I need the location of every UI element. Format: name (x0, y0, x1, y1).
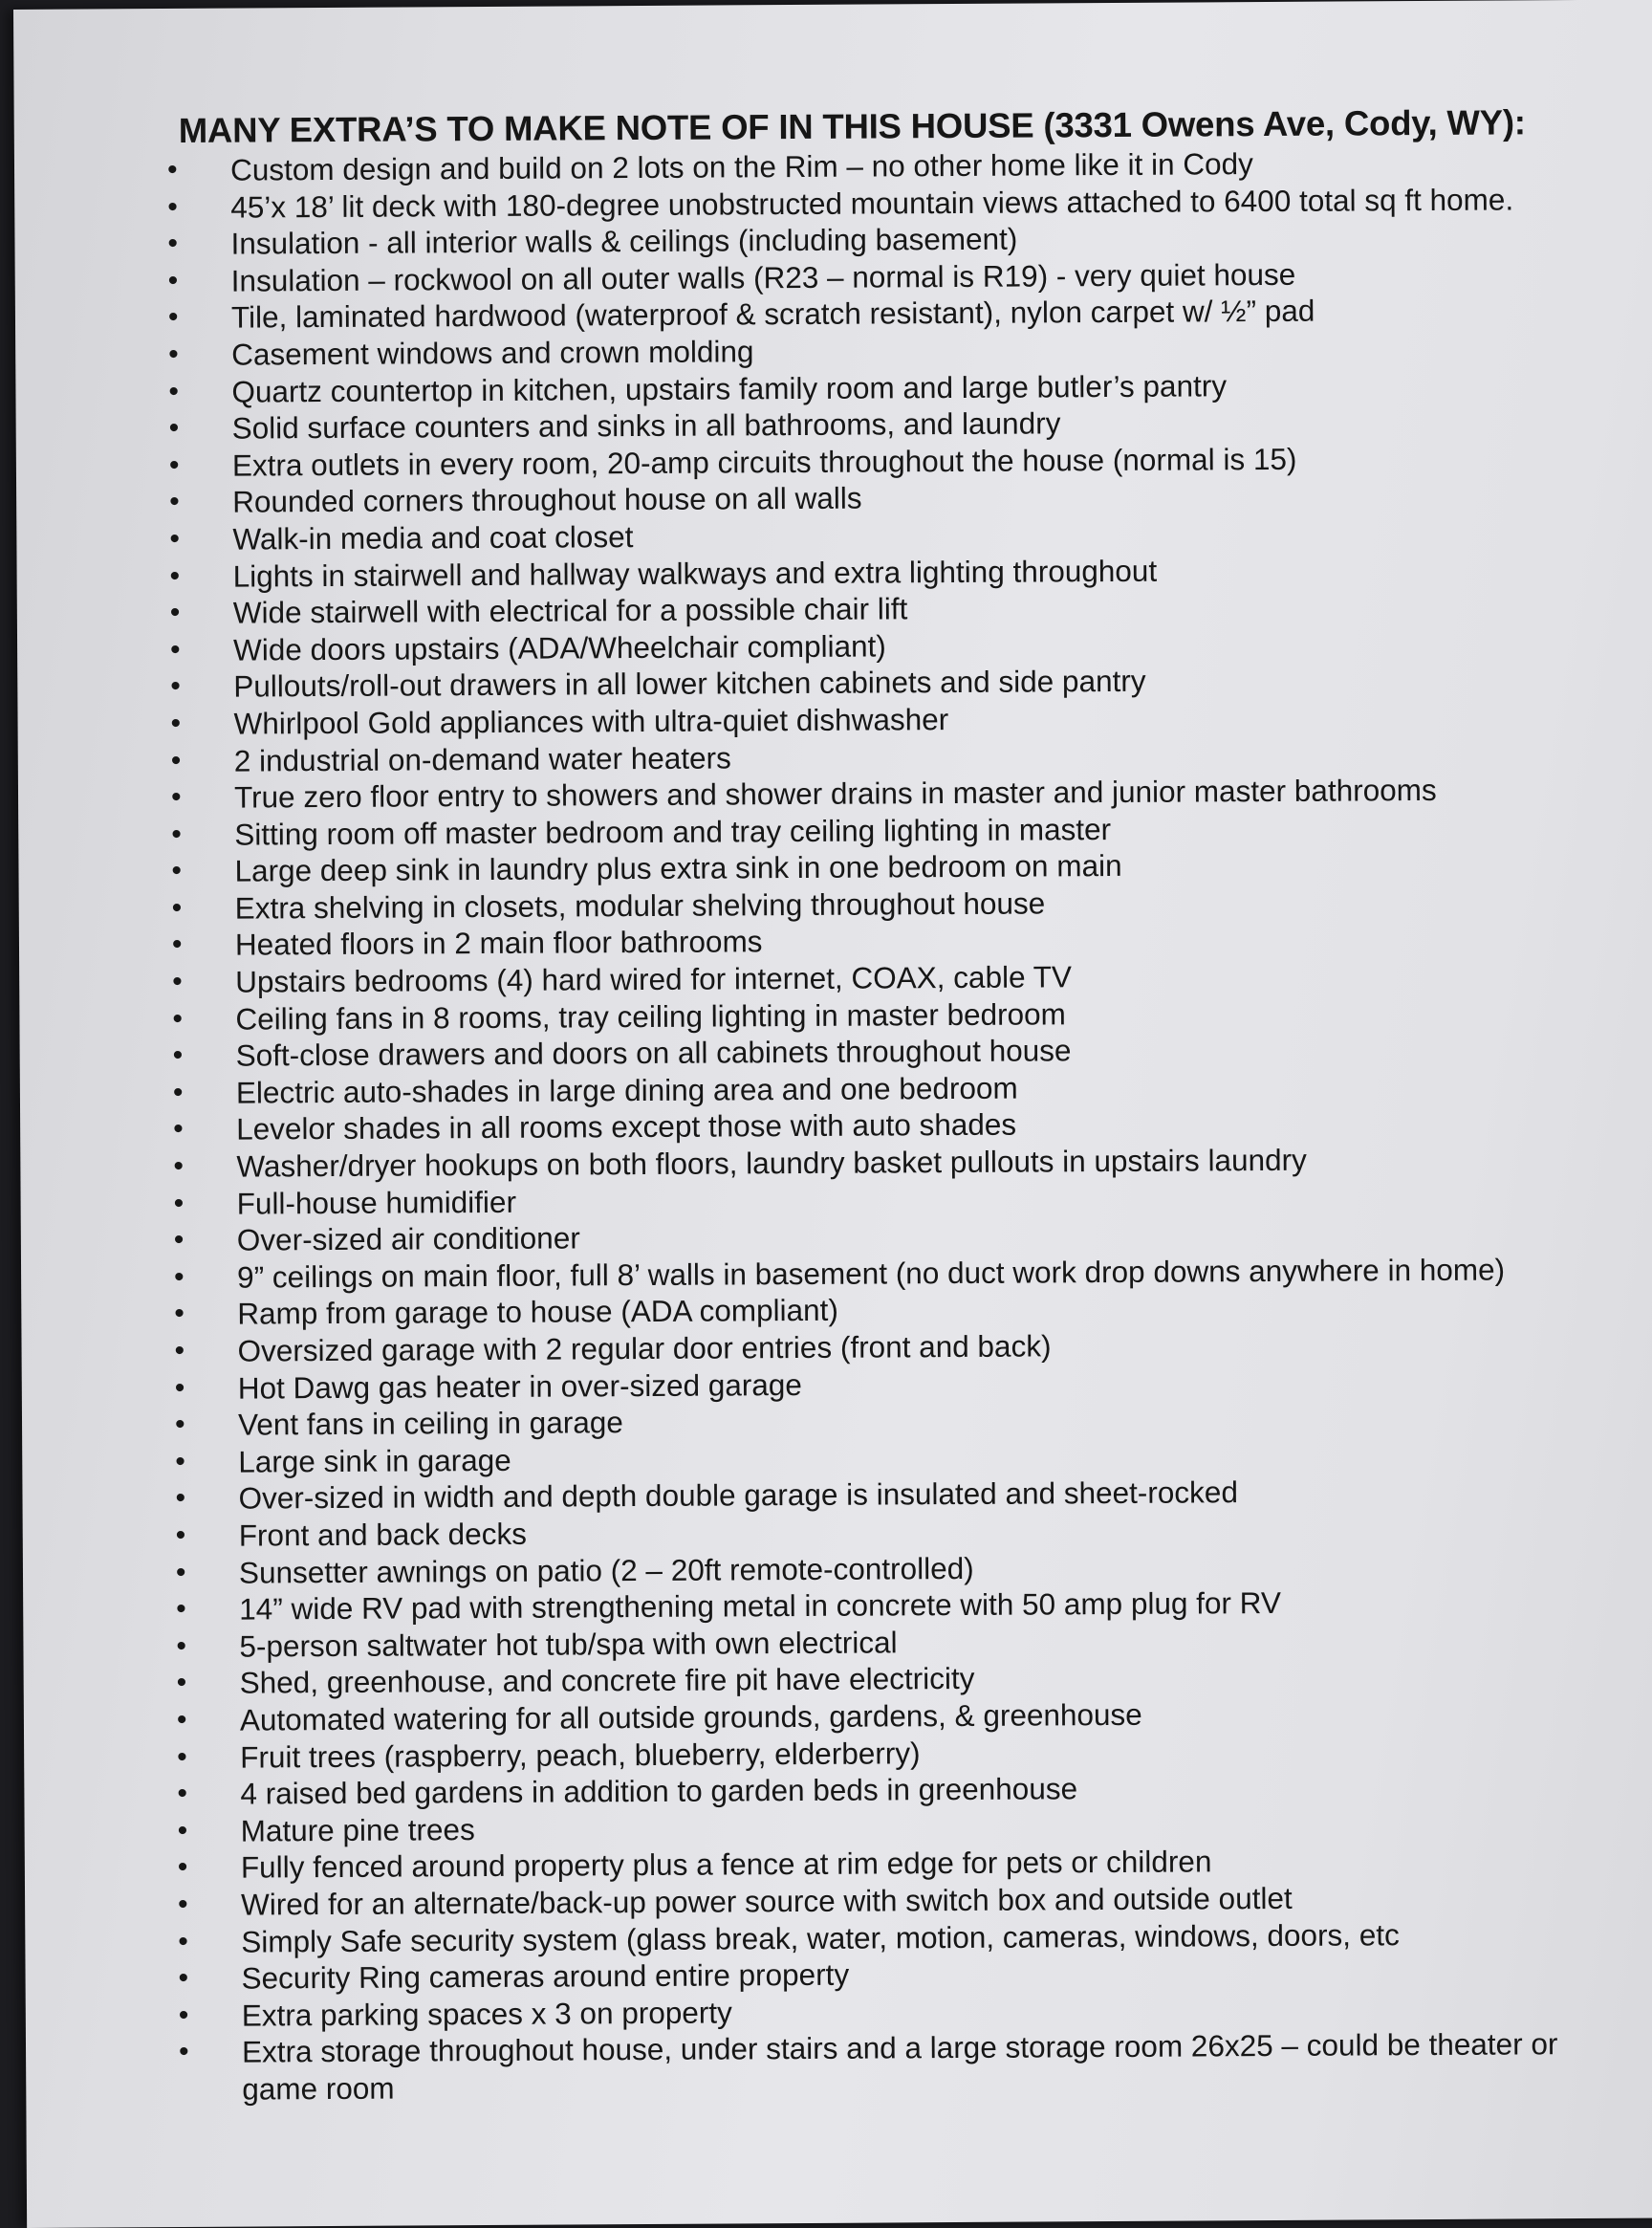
list-item: • Ceiling fans in 8 rooms, tray ceiling lighting in master bedroom (170, 992, 1623, 1038)
list-item: • Over-sized in width and depth double garage is insulated and sheet-rocked (173, 1472, 1626, 1518)
list-item: • Whirlpool Gold appliances with ultra-quiet dishwasher (168, 697, 1621, 743)
list-item: • 14” wide RV pad with strengthening metal in concrete with 50 amp plug for RV (174, 1583, 1627, 1628)
list-item: • Pullouts/roll-out drawers in all lower kitchen cabinets and side pantry (168, 660, 1621, 706)
list-item: • 2 industrial on-demand water heaters (169, 733, 1622, 779)
feature-list (165, 143, 1630, 2108)
paper-sheet (13, 0, 1652, 2228)
list-item: • Lights in stairwell and hallway walkways and extra lighting throughout (168, 549, 1621, 595)
list-item: • Washer/dryer hookups on both floors, laundry basket pullouts in upstairs laundry (171, 1140, 1624, 1186)
list-item: • 45’x 18’ lit deck with 180-degree unobstructed mountain views attached to 6400 total sq ft home. (165, 180, 1619, 226)
list-item: • Fruit trees (raspberry, peach, blueberry, elderberry) (175, 1730, 1628, 1776)
list-item: • Vent fans in ceiling in garage (173, 1398, 1626, 1444)
list-item: • 9” ceilings on main floor, full 8’ walls in basement (no duct work drop downs anywhere in home) (172, 1251, 1625, 1297)
list-item: • Levelor shades in all rooms except those with auto shades (171, 1103, 1624, 1148)
list-item: • Insulation - all interior walls & ceilings (including basement) (165, 217, 1619, 263)
list-item: • Custom design and build on 2 lots on the Rim – no other home like it in Cody (165, 143, 1619, 189)
list-item: • Shed, greenhouse, and concrete fire pit have electricity (175, 1656, 1628, 1702)
list-item: • Walk-in media and coat closet (167, 513, 1620, 558)
list-item: • Sunsetter awnings on patio (2 – 20ft remote-controlled) (174, 1545, 1627, 1591)
list-item: • Upstairs bedrooms (4) hard wired for internet, COAX, cable TV (170, 955, 1623, 1001)
list-item: • Heated floors in 2 main floor bathrooms (170, 918, 1623, 964)
list-item: • Wide stairwell with electrical for a possible chair lift (168, 586, 1621, 632)
list-item: • Wired for an alternate/back-up power source with switch box and outside outlet (176, 1878, 1629, 1924)
list-item: • Front and back decks (174, 1509, 1627, 1555)
list-item: • Sitting room off master bedroom and tray ceiling lighting in master (169, 807, 1622, 853)
list-item: • Casement windows and crown molding (166, 328, 1619, 374)
list-item: • Hot Dawg gas heater in over-sized garage (173, 1361, 1626, 1407)
list-item: • Simply Safe security system (glass break, water, motion, cameras, windows, doors, etc (176, 1914, 1629, 1960)
list-item: • Insulation – rockwool on all outer walls (R23 – normal is R19) - very quiet house (166, 254, 1619, 300)
list-item: • 5-person saltwater hot tub/spa with own electrical (174, 1619, 1627, 1665)
list-item: • True zero floor entry to showers and shower drains in master and junior master bathrooms (169, 771, 1622, 817)
list-item: • Over-sized air conditioner (172, 1213, 1625, 1259)
list-item: • 4 raised bed gardens in addition to garden beds in greenhouse (175, 1767, 1628, 1813)
list-item: • Tile, laminated hardwood (waterproof & scratch resistant), nylon carpet w/ ½” pad (166, 291, 1619, 337)
list-item: • Large sink in garage (173, 1435, 1626, 1481)
list-item: • Ramp from garage to house (ADA compliant) (172, 1287, 1625, 1333)
document-title: MANY EXTRA’S TO MAKE NOTE OF IN THIS HOUSE (3331 Owens Ave, Cody, WY): (178, 102, 1526, 150)
list-item: • Full-house humidifier (172, 1176, 1625, 1222)
list-item: • Extra parking spaces x 3 on property (177, 1988, 1630, 2034)
list-item: • Large deep sink in laundry plus extra sink in one bedroom on main (169, 844, 1622, 890)
list-item: • Electric auto-shades in large dining area and one bedroom (171, 1066, 1624, 1112)
list-item: • Solid surface counters and sinks in all bathrooms, and laundry (167, 402, 1620, 448)
list-item: • Automated watering for all outside grounds, gardens, & greenhouse (175, 1693, 1628, 1739)
list-item: • Quartz countertop in kitchen, upstairs family room and large butler’s pantry (166, 364, 1619, 410)
list-item: • Rounded corners throughout house on all walls (167, 475, 1620, 521)
list-item: • Security Ring cameras around entire property (176, 1952, 1629, 1998)
list-item: • Extra outlets in every room, 20-amp circuits throughout the house (normal is 15) (167, 438, 1620, 484)
list-item: • Fully fenced around property plus a fence at rim edge for pets or children (176, 1841, 1629, 1887)
list-item: • Extra storage throughout house, under stairs and a large storage room 26x25 – could be theater or game room (177, 2025, 1638, 2108)
document-content (165, 101, 1631, 2108)
list-item: • Oversized garage with 2 regular door entries (front and back) (172, 1324, 1625, 1370)
list-item: • Soft-close drawers and doors on all cabinets throughout house (171, 1029, 1624, 1075)
list-item: • Mature pine trees (176, 1803, 1629, 1849)
list-item: • Extra shelving in closets, modular shelving throughout house (170, 882, 1623, 928)
list-item: • Wide doors upstairs (ADA/Wheelchair compliant) (168, 623, 1621, 668)
